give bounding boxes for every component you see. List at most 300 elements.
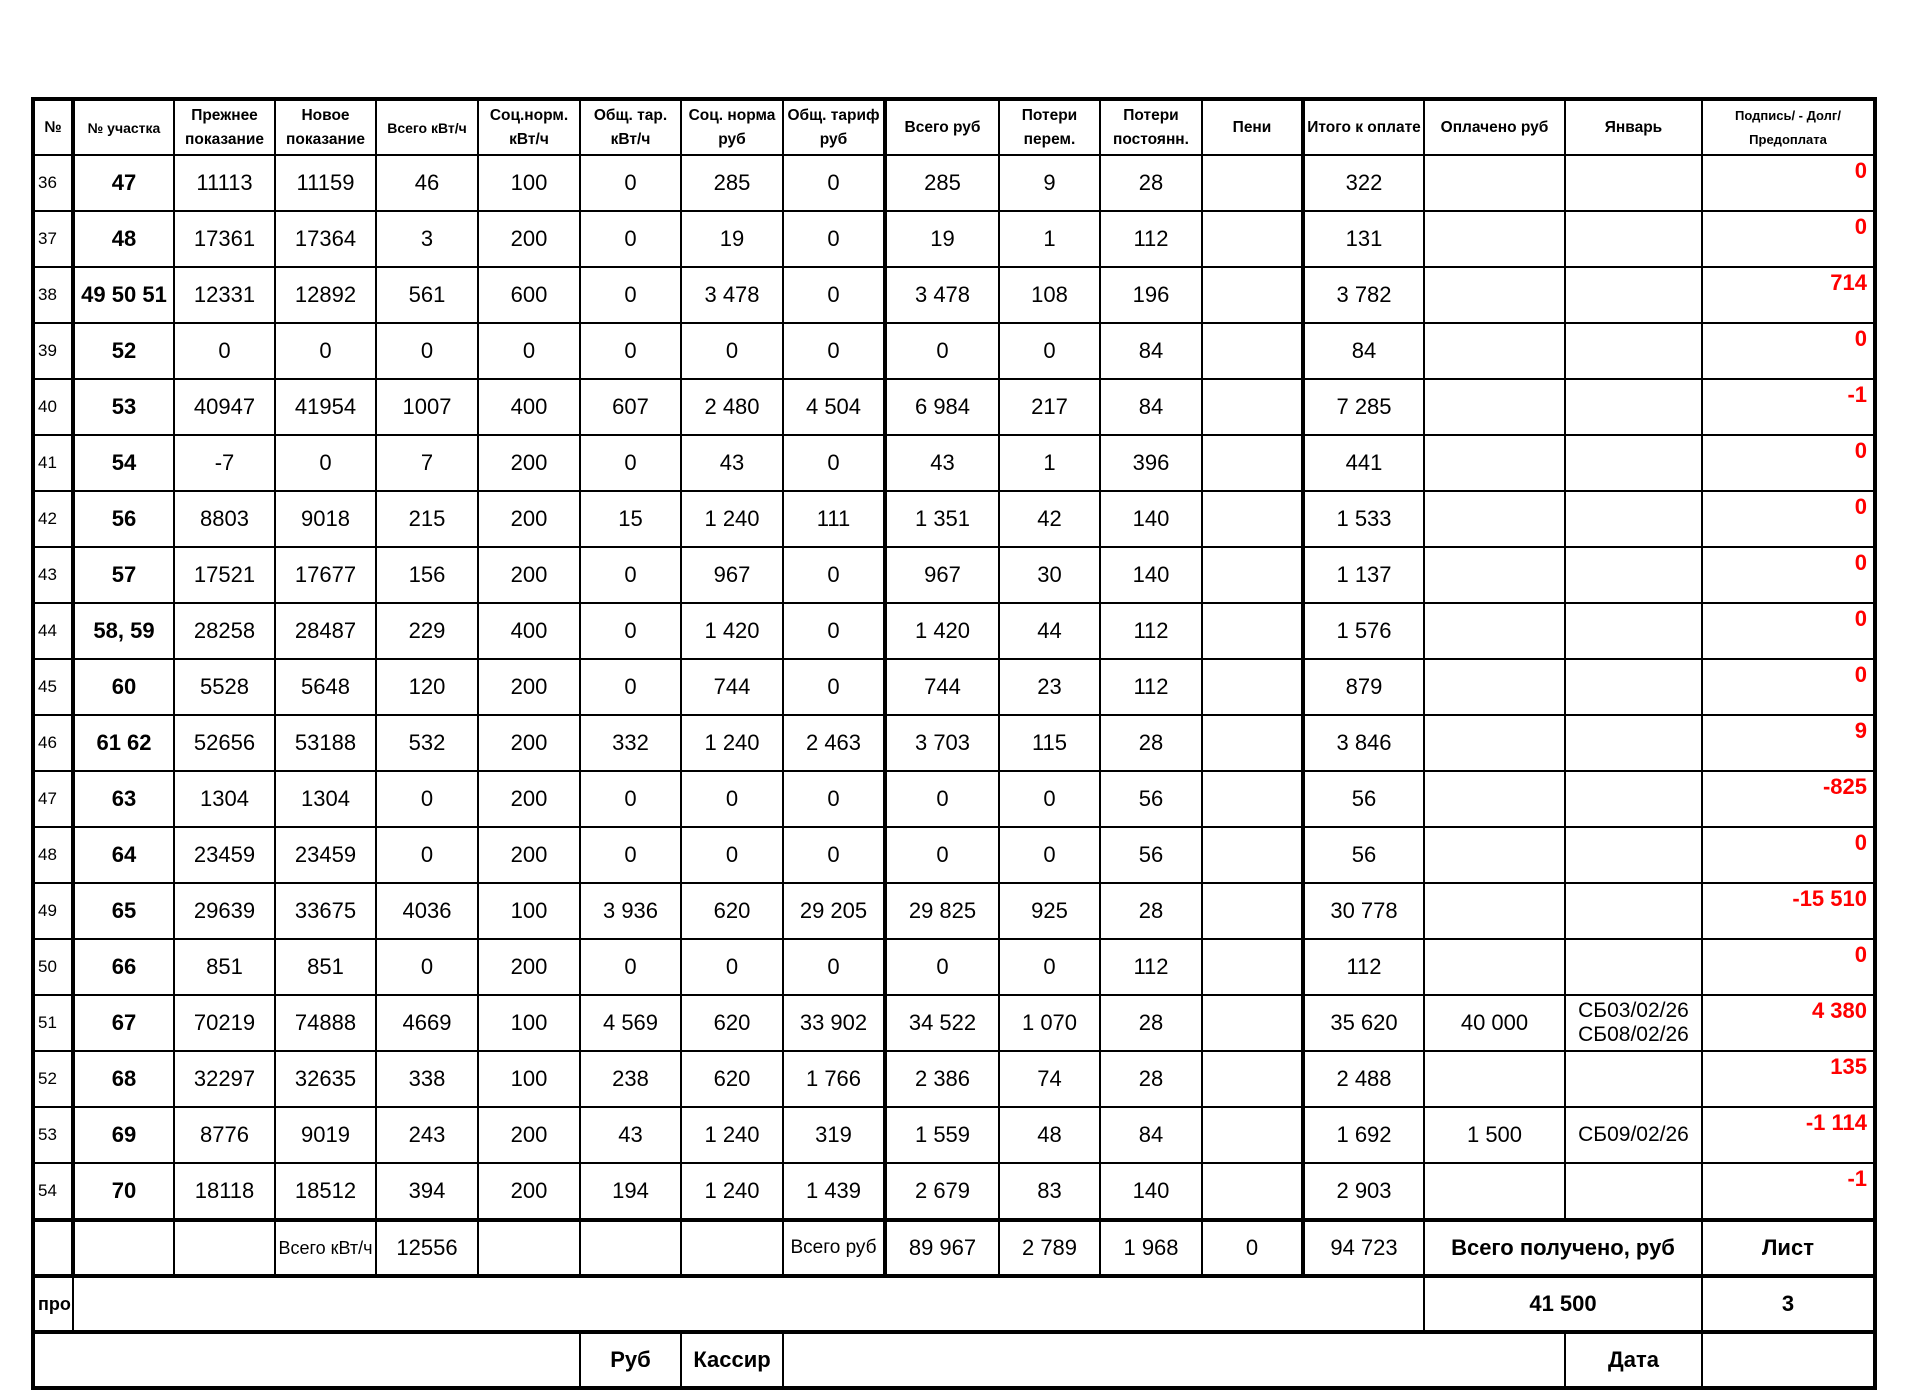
- table-cell: 112: [1100, 659, 1202, 715]
- table-cell: 69: [73, 1107, 174, 1163]
- table-cell: [1424, 603, 1565, 659]
- table-row: [33, 827, 1875, 883]
- table-row: [33, 715, 1875, 771]
- table-cell: 967: [681, 547, 783, 603]
- table-row: [33, 379, 1875, 435]
- table-cell: [1565, 323, 1702, 379]
- summary-cell: 1 968: [1100, 1220, 1202, 1276]
- table-cell: 396: [1100, 435, 1202, 491]
- table-cell: 4 380: [1702, 995, 1875, 1051]
- table-cell: 1 439: [783, 1163, 885, 1220]
- column-header: Соц.норм. кВт/ч: [478, 99, 580, 155]
- table-cell: 36: [33, 155, 73, 211]
- table-cell: 1 137: [1303, 547, 1424, 603]
- table-cell: 18118: [174, 1163, 275, 1220]
- summary-cell: 12556: [376, 1220, 478, 1276]
- table-cell: 48: [999, 1107, 1100, 1163]
- table-cell: 41954: [275, 379, 376, 435]
- table-cell: [1202, 379, 1303, 435]
- table-cell: 7: [376, 435, 478, 491]
- table-cell: 620: [681, 1051, 783, 1107]
- table-cell: [1565, 547, 1702, 603]
- table-cell: 29639: [174, 883, 275, 939]
- table-cell: 1304: [275, 771, 376, 827]
- column-header: Подпись/ - Долг/Предоплата: [1702, 99, 1875, 155]
- table-cell: 53: [33, 1107, 73, 1163]
- table-cell: 0: [783, 939, 885, 995]
- table-cell: 441: [1303, 435, 1424, 491]
- table-cell: 35 620: [1303, 995, 1424, 1051]
- table-cell: 200: [478, 827, 580, 883]
- table-cell: 0: [783, 659, 885, 715]
- table-row: [33, 1163, 1875, 1220]
- table-cell: [1202, 547, 1303, 603]
- table-cell: [1424, 155, 1565, 211]
- table-cell: 0: [1702, 603, 1875, 659]
- table-cell: 0: [1702, 659, 1875, 715]
- table-cell: 0: [580, 211, 681, 267]
- table-cell: 0: [275, 435, 376, 491]
- table-cell: 5648: [275, 659, 376, 715]
- table-cell: 52656: [174, 715, 275, 771]
- table-cell: 200: [478, 715, 580, 771]
- table-cell: 4669: [376, 995, 478, 1051]
- table-cell: [1565, 491, 1702, 547]
- table-cell: 0: [681, 771, 783, 827]
- summary-cell: [33, 1220, 73, 1276]
- table-cell: 57: [73, 547, 174, 603]
- table-cell: 1 240: [681, 1163, 783, 1220]
- table-cell: -1: [1702, 1163, 1875, 1220]
- table-cell: 238: [580, 1051, 681, 1107]
- table-cell: 200: [478, 435, 580, 491]
- table-cell: 0: [999, 939, 1100, 995]
- table-cell: 3: [376, 211, 478, 267]
- table-cell: 338: [376, 1051, 478, 1107]
- blank-cell: [33, 1332, 580, 1388]
- table-cell: 33 902: [783, 995, 885, 1051]
- table-cell: [1202, 995, 1303, 1051]
- table-cell: 2 386: [885, 1051, 999, 1107]
- table-cell: 1007: [376, 379, 478, 435]
- summary-cell: [478, 1220, 580, 1276]
- column-header: Общ. тариф руб: [783, 99, 885, 155]
- table-cell: 29 205: [783, 883, 885, 939]
- table-cell: 67: [73, 995, 174, 1051]
- table-cell: 135: [1702, 1051, 1875, 1107]
- table-cell: 112: [1100, 211, 1202, 267]
- table-cell: 0: [580, 771, 681, 827]
- table-cell: 53: [73, 379, 174, 435]
- table-cell: 43: [33, 547, 73, 603]
- summary-cell: 89 967: [885, 1220, 999, 1276]
- table-cell: 851: [275, 939, 376, 995]
- table-cell: 49 50 51: [73, 267, 174, 323]
- table-cell: -7: [174, 435, 275, 491]
- table-cell: 0: [376, 939, 478, 995]
- table-cell: [1424, 883, 1565, 939]
- table-cell: 131: [1303, 211, 1424, 267]
- table-cell: 66: [73, 939, 174, 995]
- table-cell: 74: [999, 1051, 1100, 1107]
- table-cell: 44: [33, 603, 73, 659]
- table-cell: 17364: [275, 211, 376, 267]
- column-header: Общ. тар. кВт/ч: [580, 99, 681, 155]
- table-cell: 9: [1702, 715, 1875, 771]
- table-cell: 0: [580, 267, 681, 323]
- table-cell: 46: [33, 715, 73, 771]
- date-label: Дата: [1565, 1332, 1702, 1388]
- table-cell: 32635: [275, 1051, 376, 1107]
- table-cell: 0: [580, 939, 681, 995]
- table-row: [33, 603, 1875, 659]
- table-cell: 0: [681, 323, 783, 379]
- table-cell: 1 351: [885, 491, 999, 547]
- table-cell: 3 846: [1303, 715, 1424, 771]
- table-cell: 9019: [275, 1107, 376, 1163]
- table-cell: 115: [999, 715, 1100, 771]
- table-cell: 60: [73, 659, 174, 715]
- table-cell: 100: [478, 995, 580, 1051]
- summary-cell: Лист: [1702, 1220, 1875, 1276]
- table-row: [33, 939, 1875, 995]
- table-row: [33, 547, 1875, 603]
- table-cell: [1424, 547, 1565, 603]
- table-cell: 61 62: [73, 715, 174, 771]
- table-cell: [1202, 659, 1303, 715]
- summary-cell: Всего руб: [783, 1220, 885, 1276]
- table-row: [33, 155, 1875, 211]
- table-cell: [1424, 211, 1565, 267]
- column-header: Пени: [1202, 99, 1303, 155]
- table-cell: 243: [376, 1107, 478, 1163]
- summary-cell: 0: [1202, 1220, 1303, 1276]
- table-cell: 1: [999, 211, 1100, 267]
- received-total: 41 500: [1424, 1276, 1702, 1332]
- table-cell: 217: [999, 379, 1100, 435]
- column-header: №: [33, 99, 73, 155]
- table-cell: [1424, 827, 1565, 883]
- table-cell: 1 500: [1424, 1107, 1565, 1163]
- table-row: [33, 211, 1875, 267]
- table-cell: 1 420: [885, 603, 999, 659]
- table-cell: [1424, 659, 1565, 715]
- table-cell: 0: [1702, 939, 1875, 995]
- table-cell: 967: [885, 547, 999, 603]
- table-row: [33, 771, 1875, 827]
- table-cell: [1202, 771, 1303, 827]
- table-cell: 83: [999, 1163, 1100, 1220]
- table-cell: 43: [681, 435, 783, 491]
- table-cell: 56: [1100, 771, 1202, 827]
- table-cell: 37: [33, 211, 73, 267]
- table-cell: 0: [999, 323, 1100, 379]
- table-cell: 0: [580, 827, 681, 883]
- table-cell: 30: [999, 547, 1100, 603]
- table-cell: 84: [1100, 323, 1202, 379]
- table-cell: 51: [33, 995, 73, 1051]
- cashier-label: Кассир: [681, 1332, 783, 1388]
- table-cell: -1 114: [1702, 1107, 1875, 1163]
- table-cell: [1565, 939, 1702, 995]
- table-cell: [1424, 435, 1565, 491]
- table-cell: 0: [885, 939, 999, 995]
- table-cell: 0: [783, 827, 885, 883]
- table-cell: 0: [580, 323, 681, 379]
- table-cell: 925: [999, 883, 1100, 939]
- table-cell: 2 903: [1303, 1163, 1424, 1220]
- column-header: Потери перем.: [999, 99, 1100, 155]
- table-cell: 70: [73, 1163, 174, 1220]
- summary-cell: 94 723: [1303, 1220, 1424, 1276]
- table-cell: 2 463: [783, 715, 885, 771]
- table-cell: 0: [783, 267, 885, 323]
- table-cell: 46: [376, 155, 478, 211]
- table-cell: [1565, 827, 1702, 883]
- table-cell: 49: [33, 883, 73, 939]
- table-cell: 1 559: [885, 1107, 999, 1163]
- table-cell: СБ03/02/26 СБ08/02/26: [1565, 995, 1702, 1051]
- table-cell: 714: [1702, 267, 1875, 323]
- table-cell: [1424, 1163, 1565, 1220]
- table-cell: 200: [478, 547, 580, 603]
- table-cell: 1304: [174, 771, 275, 827]
- table-cell: [1202, 715, 1303, 771]
- table-cell: 1 240: [681, 715, 783, 771]
- table-cell: 394: [376, 1163, 478, 1220]
- table-cell: 38: [33, 267, 73, 323]
- summary-cell: [73, 1220, 174, 1276]
- table-cell: 200: [478, 659, 580, 715]
- table-cell: 0: [999, 827, 1100, 883]
- table-cell: 64: [73, 827, 174, 883]
- table-cell: 19: [885, 211, 999, 267]
- table-cell: 47: [33, 771, 73, 827]
- table-cell: [1202, 435, 1303, 491]
- table-cell: 620: [681, 995, 783, 1051]
- table-cell: 1 533: [1303, 491, 1424, 547]
- table-cell: 0: [999, 771, 1100, 827]
- table-cell: 9018: [275, 491, 376, 547]
- table-cell: 56: [73, 491, 174, 547]
- table-cell: 56: [1303, 771, 1424, 827]
- table-cell: 1 070: [999, 995, 1100, 1051]
- summary-cell: [174, 1220, 275, 1276]
- sheet-number: 3: [1702, 1276, 1875, 1332]
- table-cell: 600: [478, 267, 580, 323]
- table-cell: 1 576: [1303, 603, 1424, 659]
- table-cell: 28: [1100, 1051, 1202, 1107]
- table-cell: 0: [174, 323, 275, 379]
- table-cell: [1424, 771, 1565, 827]
- table-cell: 43: [885, 435, 999, 491]
- payment-ledger-table: [31, 97, 1877, 1390]
- table-cell: 4036: [376, 883, 478, 939]
- table-cell: 0: [376, 827, 478, 883]
- table-cell: [1565, 1163, 1702, 1220]
- table-cell: 0: [580, 659, 681, 715]
- table-cell: 112: [1100, 603, 1202, 659]
- table-cell: 0: [783, 771, 885, 827]
- table-row: [33, 267, 1875, 323]
- table-cell: 34 522: [885, 995, 999, 1051]
- table-cell: 18512: [275, 1163, 376, 1220]
- table-cell: 229: [376, 603, 478, 659]
- table-cell: 532: [376, 715, 478, 771]
- table-cell: [1424, 491, 1565, 547]
- table-cell: 50: [33, 939, 73, 995]
- table-cell: 15: [580, 491, 681, 547]
- table-cell: 285: [681, 155, 783, 211]
- table-cell: 42: [999, 491, 1100, 547]
- column-header: Январь: [1565, 99, 1702, 155]
- table-cell: [1202, 603, 1303, 659]
- table-cell: 744: [681, 659, 783, 715]
- table-cell: 7 285: [1303, 379, 1424, 435]
- column-header: Итого к оплате: [1303, 99, 1424, 155]
- table-cell: 4 569: [580, 995, 681, 1051]
- table-cell: 1 420: [681, 603, 783, 659]
- table-cell: -1: [1702, 379, 1875, 435]
- table-cell: 0: [885, 827, 999, 883]
- table-cell: 100: [478, 883, 580, 939]
- table-cell: 285: [885, 155, 999, 211]
- summary-cell: 2 789: [999, 1220, 1100, 1276]
- column-header: Оплачено руб: [1424, 99, 1565, 155]
- table-cell: [1424, 939, 1565, 995]
- rub-label: Руб: [580, 1332, 681, 1388]
- table-cell: 112: [1100, 939, 1202, 995]
- table-cell: 215: [376, 491, 478, 547]
- table-cell: 561: [376, 267, 478, 323]
- received-row: [33, 1276, 1875, 1332]
- table-cell: 17677: [275, 547, 376, 603]
- table-cell: 112: [1303, 939, 1424, 995]
- table-cell: 620: [681, 883, 783, 939]
- table-cell: [1202, 883, 1303, 939]
- table-cell: 1 240: [681, 491, 783, 547]
- table-cell: 0: [1702, 491, 1875, 547]
- table-cell: 28: [1100, 155, 1202, 211]
- header-row: [33, 99, 1875, 155]
- table-cell: 12331: [174, 267, 275, 323]
- summary-cell: [580, 1220, 681, 1276]
- table-cell: [1565, 771, 1702, 827]
- table-cell: 0: [1702, 827, 1875, 883]
- table-cell: СБ09/02/26: [1565, 1107, 1702, 1163]
- table-row: [33, 1051, 1875, 1107]
- table-cell: 33675: [275, 883, 376, 939]
- table-cell: 12892: [275, 267, 376, 323]
- table-cell: 140: [1100, 491, 1202, 547]
- table-cell: [1424, 323, 1565, 379]
- table-cell: 23: [999, 659, 1100, 715]
- table-cell: 9: [999, 155, 1100, 211]
- table-cell: 42: [33, 491, 73, 547]
- table-cell: 1: [999, 435, 1100, 491]
- column-header: Всего кВт/ч: [376, 99, 478, 155]
- table-cell: 111: [783, 491, 885, 547]
- table-cell: 2 480: [681, 379, 783, 435]
- table-cell: 74888: [275, 995, 376, 1051]
- table-cell: [1202, 1107, 1303, 1163]
- table-cell: [1565, 155, 1702, 211]
- column-header: Новое показание: [275, 99, 376, 155]
- table-cell: 0: [376, 771, 478, 827]
- table-cell: 44: [999, 603, 1100, 659]
- table-cell: 19: [681, 211, 783, 267]
- table-cell: 100: [478, 1051, 580, 1107]
- table-cell: 200: [478, 491, 580, 547]
- table-cell: 0: [885, 771, 999, 827]
- table-cell: 52: [33, 1051, 73, 1107]
- table-cell: 3 478: [885, 267, 999, 323]
- table-cell: 140: [1100, 1163, 1202, 1220]
- table-cell: 30 778: [1303, 883, 1424, 939]
- column-header: Соц. норма руб: [681, 99, 783, 155]
- column-header: № участка: [73, 99, 174, 155]
- table-cell: 0: [783, 435, 885, 491]
- table-cell: 32297: [174, 1051, 275, 1107]
- table-cell: 63: [73, 771, 174, 827]
- table-cell: 879: [1303, 659, 1424, 715]
- table-cell: 851: [174, 939, 275, 995]
- table-cell: 68: [73, 1051, 174, 1107]
- table-cell: [1565, 715, 1702, 771]
- table-cell: 0: [1702, 435, 1875, 491]
- column-header: Потери постоянн.: [1100, 99, 1202, 155]
- table-cell: 3 782: [1303, 267, 1424, 323]
- table-cell: 84: [1303, 323, 1424, 379]
- table-cell: 400: [478, 379, 580, 435]
- table-cell: 0: [1702, 211, 1875, 267]
- table-cell: 39: [33, 323, 73, 379]
- table-row: [33, 883, 1875, 939]
- table-cell: 48: [33, 827, 73, 883]
- table-cell: 43: [580, 1107, 681, 1163]
- column-header: Прежнее показание: [174, 99, 275, 155]
- table-cell: 1 766: [783, 1051, 885, 1107]
- table-cell: 40 000: [1424, 995, 1565, 1051]
- table-cell: [1565, 267, 1702, 323]
- table-cell: [1202, 267, 1303, 323]
- table-cell: 0: [478, 323, 580, 379]
- table-cell: 11159: [275, 155, 376, 211]
- table-cell: [1202, 491, 1303, 547]
- summary-cell: Всего получено, руб: [1424, 1220, 1702, 1276]
- table-cell: 5528: [174, 659, 275, 715]
- table-cell: 200: [478, 1107, 580, 1163]
- table-cell: 332: [580, 715, 681, 771]
- table-cell: 41: [33, 435, 73, 491]
- table-cell: 140: [1100, 547, 1202, 603]
- table-cell: 1 692: [1303, 1107, 1424, 1163]
- table-cell: 17361: [174, 211, 275, 267]
- table-cell: 29 825: [885, 883, 999, 939]
- table-cell: 40: [33, 379, 73, 435]
- table-cell: 28258: [174, 603, 275, 659]
- table-cell: [1424, 715, 1565, 771]
- table-cell: 0: [1702, 547, 1875, 603]
- table-cell: 0: [580, 547, 681, 603]
- table-cell: 200: [478, 211, 580, 267]
- table-cell: [1202, 939, 1303, 995]
- table-cell: 48: [73, 211, 174, 267]
- table-cell: 8803: [174, 491, 275, 547]
- table-cell: 8776: [174, 1107, 275, 1163]
- table-cell: 120: [376, 659, 478, 715]
- table-cell: 200: [478, 939, 580, 995]
